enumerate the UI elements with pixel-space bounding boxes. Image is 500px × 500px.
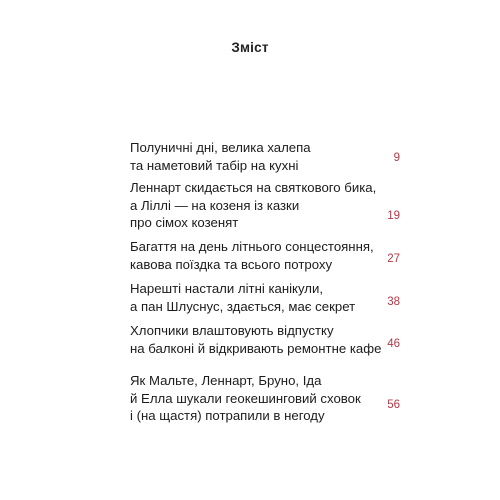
toc-entry-line: та наметовий табір на кухні	[130, 157, 299, 173]
toc-entry-line: Як Мальте, Леннарт, Бруно, Іда	[130, 373, 322, 388]
toc-page-number: 38	[387, 296, 400, 308]
toc-entry-line: Леннарт скидається на святкового бика,	[130, 180, 377, 195]
toc-entry-line: кавова поїздка та всього потроху	[130, 256, 333, 272]
toc-entry-line: й Елла шукали геокешинговий сховок	[130, 390, 361, 406]
toc-page-number: 27	[387, 253, 400, 265]
toc-page-number: 19	[387, 210, 400, 222]
toc-entry-line: Хлопчики влаштовують відпустку	[130, 323, 334, 338]
toc-entry-line: Багаття на день літнього сонцестояння,	[130, 239, 374, 254]
toc-entry-line: на балконі й відкривають ремонтне кафе	[130, 340, 382, 356]
toc-page-number: 46	[387, 338, 400, 350]
toc-entry-line: і (на щастя) потрапили в негоду	[130, 408, 325, 424]
toc-entry-line: а пан Шлуснус, здається, має секрет	[130, 298, 356, 314]
toc-entry-line: про сімох козенят	[130, 215, 239, 231]
toc-entry	[130, 179, 402, 232]
toc-title: Зміст	[231, 40, 269, 55]
toc-entry-line: Полуничні дні, велика халепа	[130, 140, 311, 155]
toc-entry-line: Нарешті настали літні канікули,	[130, 281, 323, 296]
toc-page-number: 9	[393, 152, 400, 164]
toc-page-number: 56	[387, 399, 400, 411]
toc-entry-line: а Ліллі — на козеня із казки	[130, 197, 300, 213]
